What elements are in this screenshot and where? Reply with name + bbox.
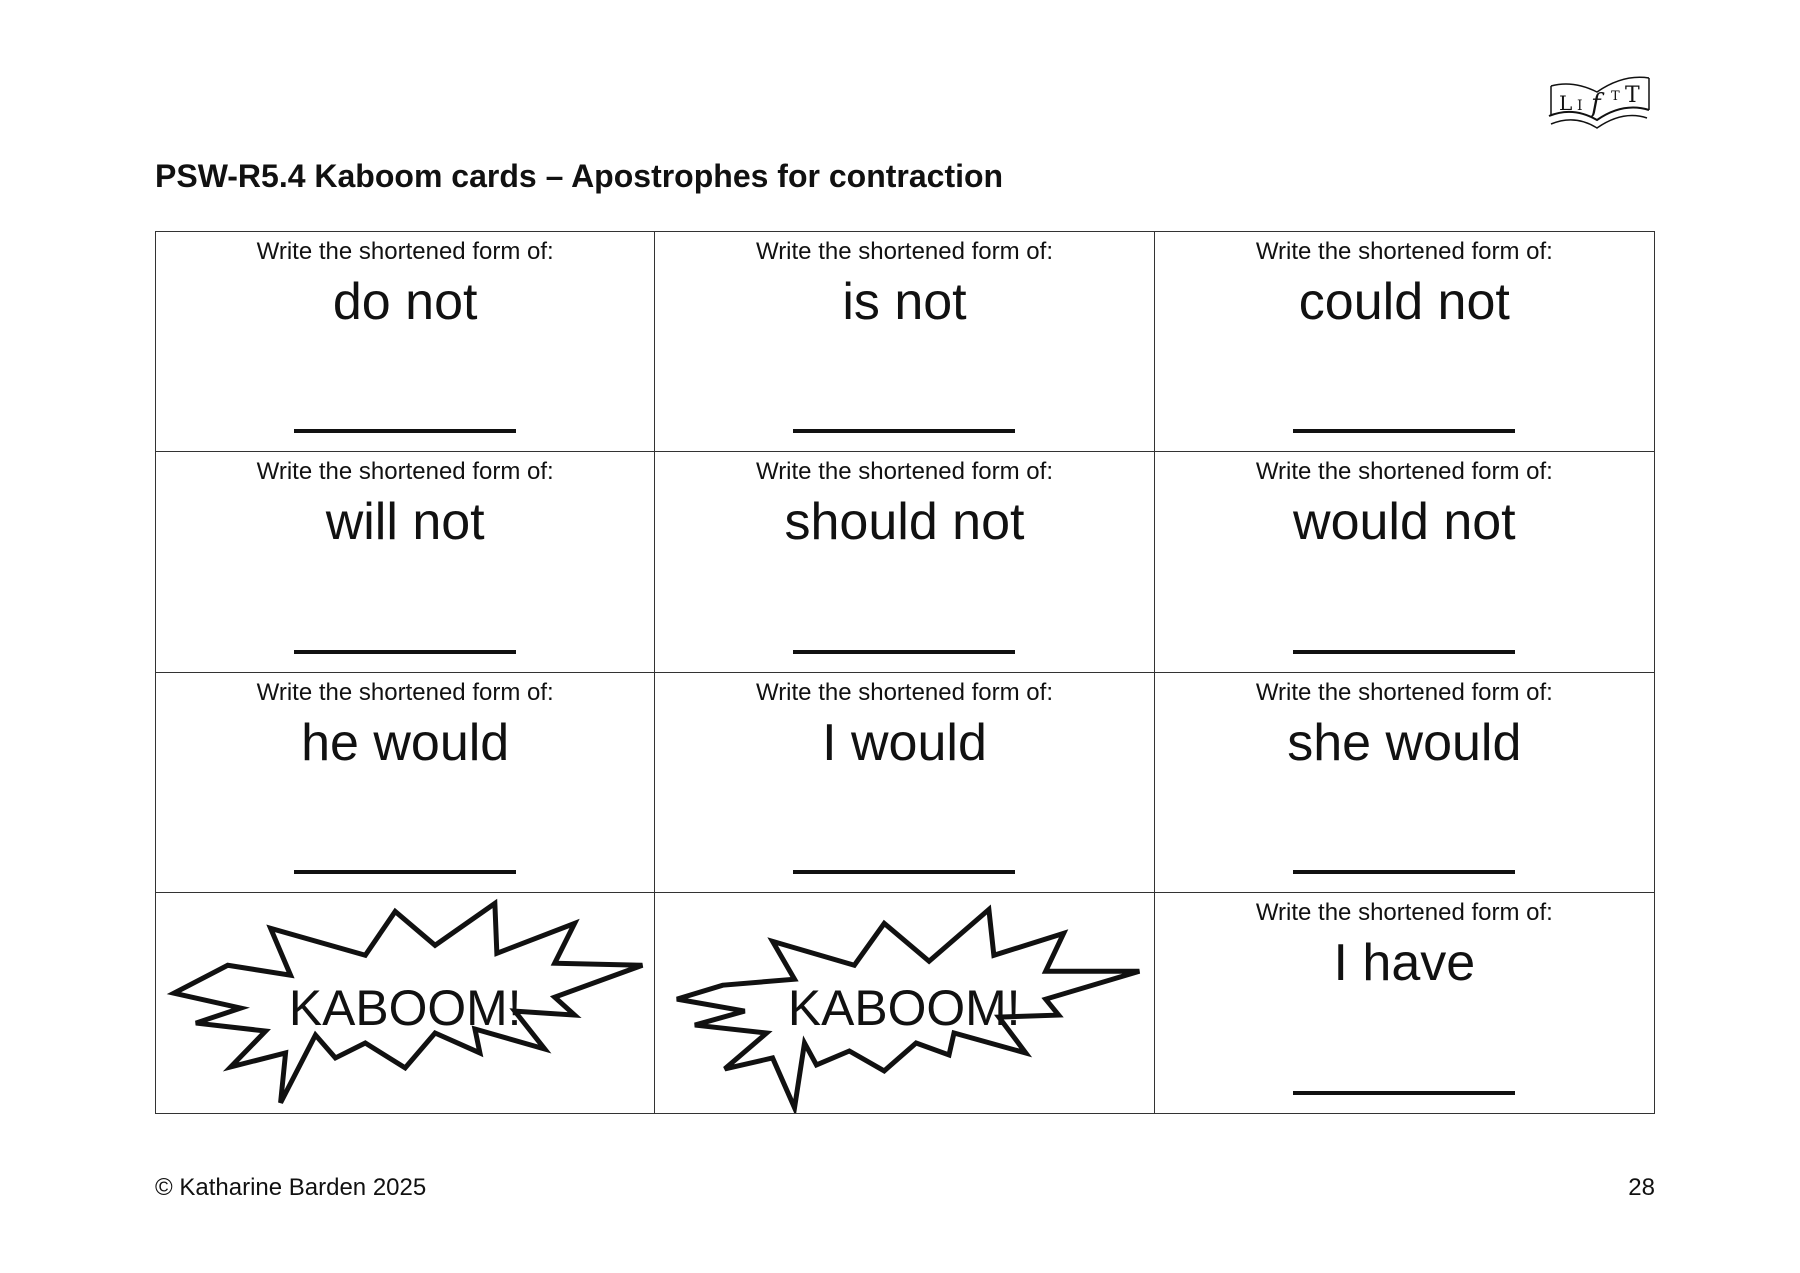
answer-line (793, 650, 1015, 654)
answer-line (1293, 870, 1515, 874)
footer-copyright: © Katharine Barden 2025 (155, 1174, 427, 1201)
card-prompt: Write the shortened form of: (755, 678, 1053, 706)
card-i-would (655, 673, 1154, 893)
card-i-have (1155, 893, 1654, 1113)
svg-text:T: T (1625, 83, 1640, 108)
card-phrase: is not (842, 273, 967, 331)
card-prompt: Write the shortened form of: (1255, 898, 1553, 926)
svg-text:I: I (1577, 98, 1583, 114)
answer-line (793, 870, 1015, 874)
svg-text:L: L (1559, 91, 1573, 115)
card-prompt: Write the shortened form of: (755, 238, 1053, 265)
card-phrase: should not (784, 493, 1025, 552)
page-title: PSW-R5.4 Kaboom cards – Apostrophes for contraction (155, 158, 1004, 194)
card-prompt: Write the shortened form of: (1255, 238, 1553, 265)
kaboom-label: KABOOM! (288, 979, 522, 1036)
card-phrase: he would (301, 713, 510, 772)
card-kaboom (156, 893, 655, 1113)
lifft-logo (1545, 72, 1655, 138)
card-will-not (156, 452, 655, 672)
card-prompt: Write the shortened form of: (1255, 458, 1553, 486)
card-prompt: Write the shortened form of: (1255, 678, 1553, 706)
answer-line (793, 429, 1015, 433)
svg-text:T: T (1611, 89, 1620, 104)
answer-line (1293, 1091, 1515, 1095)
card-phrase: will not (325, 493, 485, 552)
svg-text:f: f (1591, 89, 1601, 119)
card-phrase: I would (822, 713, 987, 772)
card-prompt: Write the shortened form of: (755, 458, 1053, 486)
card-phrase: would not (1293, 493, 1516, 552)
kaboom-label: KABOOM! (788, 979, 1021, 1036)
kaboom-burst-icon (655, 893, 1153, 1113)
card-she-would (1155, 673, 1654, 893)
answer-line (294, 429, 516, 433)
page-number: 28 (1628, 1174, 1655, 1201)
card-phrase: I have (1333, 933, 1476, 992)
card-prompt: Write the shortened form of: (256, 678, 554, 706)
card-phrase: do not (332, 273, 478, 331)
card-should-not (655, 452, 1154, 672)
card-grid (155, 231, 1655, 1114)
card-prompt: Write the shortened form of: (256, 458, 554, 486)
answer-line (294, 650, 516, 654)
card-do-not (156, 232, 655, 452)
card-kaboom (655, 893, 1154, 1113)
card-would-not (1155, 452, 1654, 672)
card-prompt: Write the shortened form of: (256, 238, 554, 265)
answer-line (1293, 429, 1515, 433)
card-could-not (1155, 232, 1654, 452)
card-phrase: she would (1287, 713, 1522, 772)
answer-line (1293, 650, 1515, 654)
answer-line (294, 870, 516, 874)
card-he-would (156, 673, 655, 893)
card-phrase: could not (1298, 273, 1510, 331)
card-is-not (655, 232, 1154, 452)
kaboom-burst-icon (156, 893, 654, 1113)
